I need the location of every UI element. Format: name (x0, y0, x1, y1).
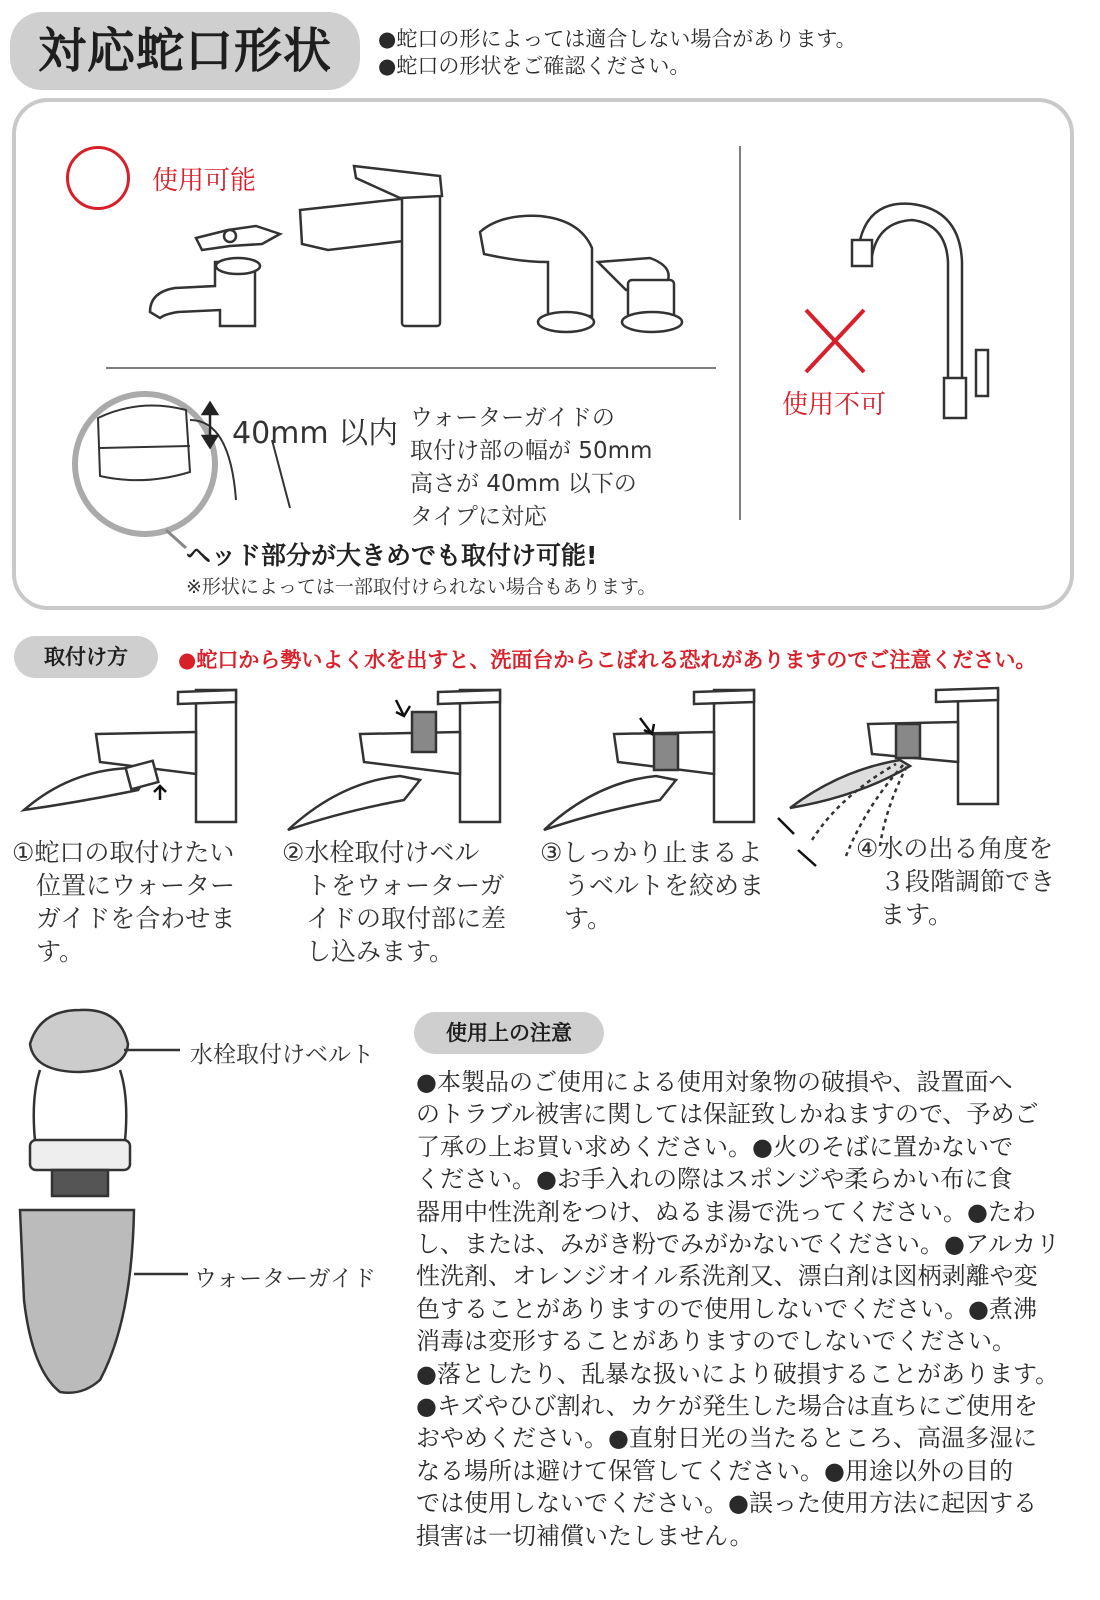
caution-line: のトラブル被害に関しては保証致しかねますので、予めご (416, 1100, 1039, 1129)
step-line: ①蛇口の取付けたい (12, 838, 235, 867)
install-step-1 (12, 836, 235, 968)
install-step-3 (540, 836, 764, 935)
step-line: ③しっかり止まるよ (540, 838, 763, 867)
caution-line: 消毒は変形することがありますのでしないでください。 (416, 1327, 1016, 1356)
step-line: ②水栓取付けベル (282, 838, 480, 867)
step-line: ④水の出る角度を (856, 834, 1054, 863)
caution-line: 器用中性洗剤をつけ、ぬるま湯で洗ってください。●たわ (416, 1197, 1036, 1226)
header-note: ●蛇口の形状をご確認ください。 (378, 54, 691, 78)
step-line: イドの取付部に差 (306, 904, 507, 933)
step-line: す。 (36, 937, 85, 966)
step2-illustration (288, 690, 500, 830)
dimension-line: ウォーターガイドの (410, 405, 615, 431)
caution-line: 性洗剤、オレンジオイル系洗剤又、漂白剤は図柄剥離や変 (416, 1262, 1038, 1291)
caution-text (416, 1066, 1062, 1552)
ok-label: 使用可能 (152, 166, 257, 196)
caution-line: ●キズやひび割れ、カケが発生した場合は直ちにご使用を (416, 1392, 1038, 1421)
compat-headline: ヘッド部分が大きめでも取付け可能! (186, 541, 598, 570)
caution-line: 損害は一切補償いたしません。 (416, 1521, 754, 1550)
page-title: 対応蛇口形状 (10, 12, 360, 90)
step-line: トをウォーターガ (306, 871, 505, 900)
install-warning: ●蛇口から勢いよく水を出すと、洗面台からこぼれる恐れがありますのでご注意ください。 (178, 648, 1037, 672)
faucet-single-lever-icon (300, 166, 442, 326)
faucet-cross-handle-icon (150, 226, 280, 326)
install-title: 取付け方 (14, 636, 158, 678)
step-line: ガイドを合わせま (36, 904, 236, 933)
caution-line: 色することがありますので使用しないでください。●煮沸 (416, 1294, 1037, 1323)
dimension-line: 取付け部の幅が 50mm (410, 438, 653, 464)
water-guide-parts-diagram (20, 1010, 188, 1393)
compat-subnote: ※形状によっては一部取付けられない場合もあります。 (186, 576, 657, 598)
step-line: し込みます。 (306, 937, 455, 966)
faucet-pullout-icon (480, 216, 682, 332)
guide-label: ウォーターガイド (194, 1266, 376, 1292)
install-step-4 (856, 832, 1055, 931)
install-step-2 (282, 836, 506, 968)
dimension-line: 高さが 40mm 以下の (410, 471, 637, 497)
ng-label: 使用不可 (782, 390, 887, 420)
caution-title: 使用上の注意 (414, 1012, 604, 1054)
header-note: ●蛇口の形によっては適合しない場合があります。 (378, 27, 857, 51)
step3-illustration (544, 690, 754, 830)
dimension-description (410, 402, 652, 534)
caution-line: 了承の上お買い求めください。●火のそばに置かないで (416, 1132, 1013, 1161)
caution-line: おやめください。●直射日光の当たるところ、高温多湿に (416, 1424, 1037, 1453)
step-line: ３段階調節でき (880, 867, 1056, 896)
ng-cross-icon (806, 310, 864, 372)
dimension-line: タイプに対応 (410, 504, 547, 530)
caution-line: し、または、みがき粉でみがかないでください。●アルカリ (416, 1230, 1060, 1259)
caution-line: ●本製品のご使用による使用対象物の破損や、設置面へ (416, 1068, 1013, 1096)
caution-line: ●落としたり、乱暴な扱いにより破損することがあります。 (416, 1359, 1060, 1388)
step-line: 位置にウォーター (36, 871, 236, 900)
caution-line: なる場所は避けて保管してください。●用途以外の目的 (416, 1456, 1013, 1485)
step-line: うベルトを絞めま (564, 871, 765, 900)
caution-line: では使用しないでください。●誤った使用方法に起因する (416, 1489, 1037, 1518)
dimension-label: 40mm 以内 (232, 416, 399, 451)
step-line: す。 (564, 904, 613, 933)
belt-label: 水栓取付けベルト (190, 1042, 374, 1068)
ok-circle-icon (66, 146, 130, 210)
step-line: ます。 (880, 900, 954, 929)
step1-illustration (24, 690, 236, 822)
caution-line: ください。●お手入れの際はスポンジや柔らかい布に食 (416, 1165, 1013, 1194)
